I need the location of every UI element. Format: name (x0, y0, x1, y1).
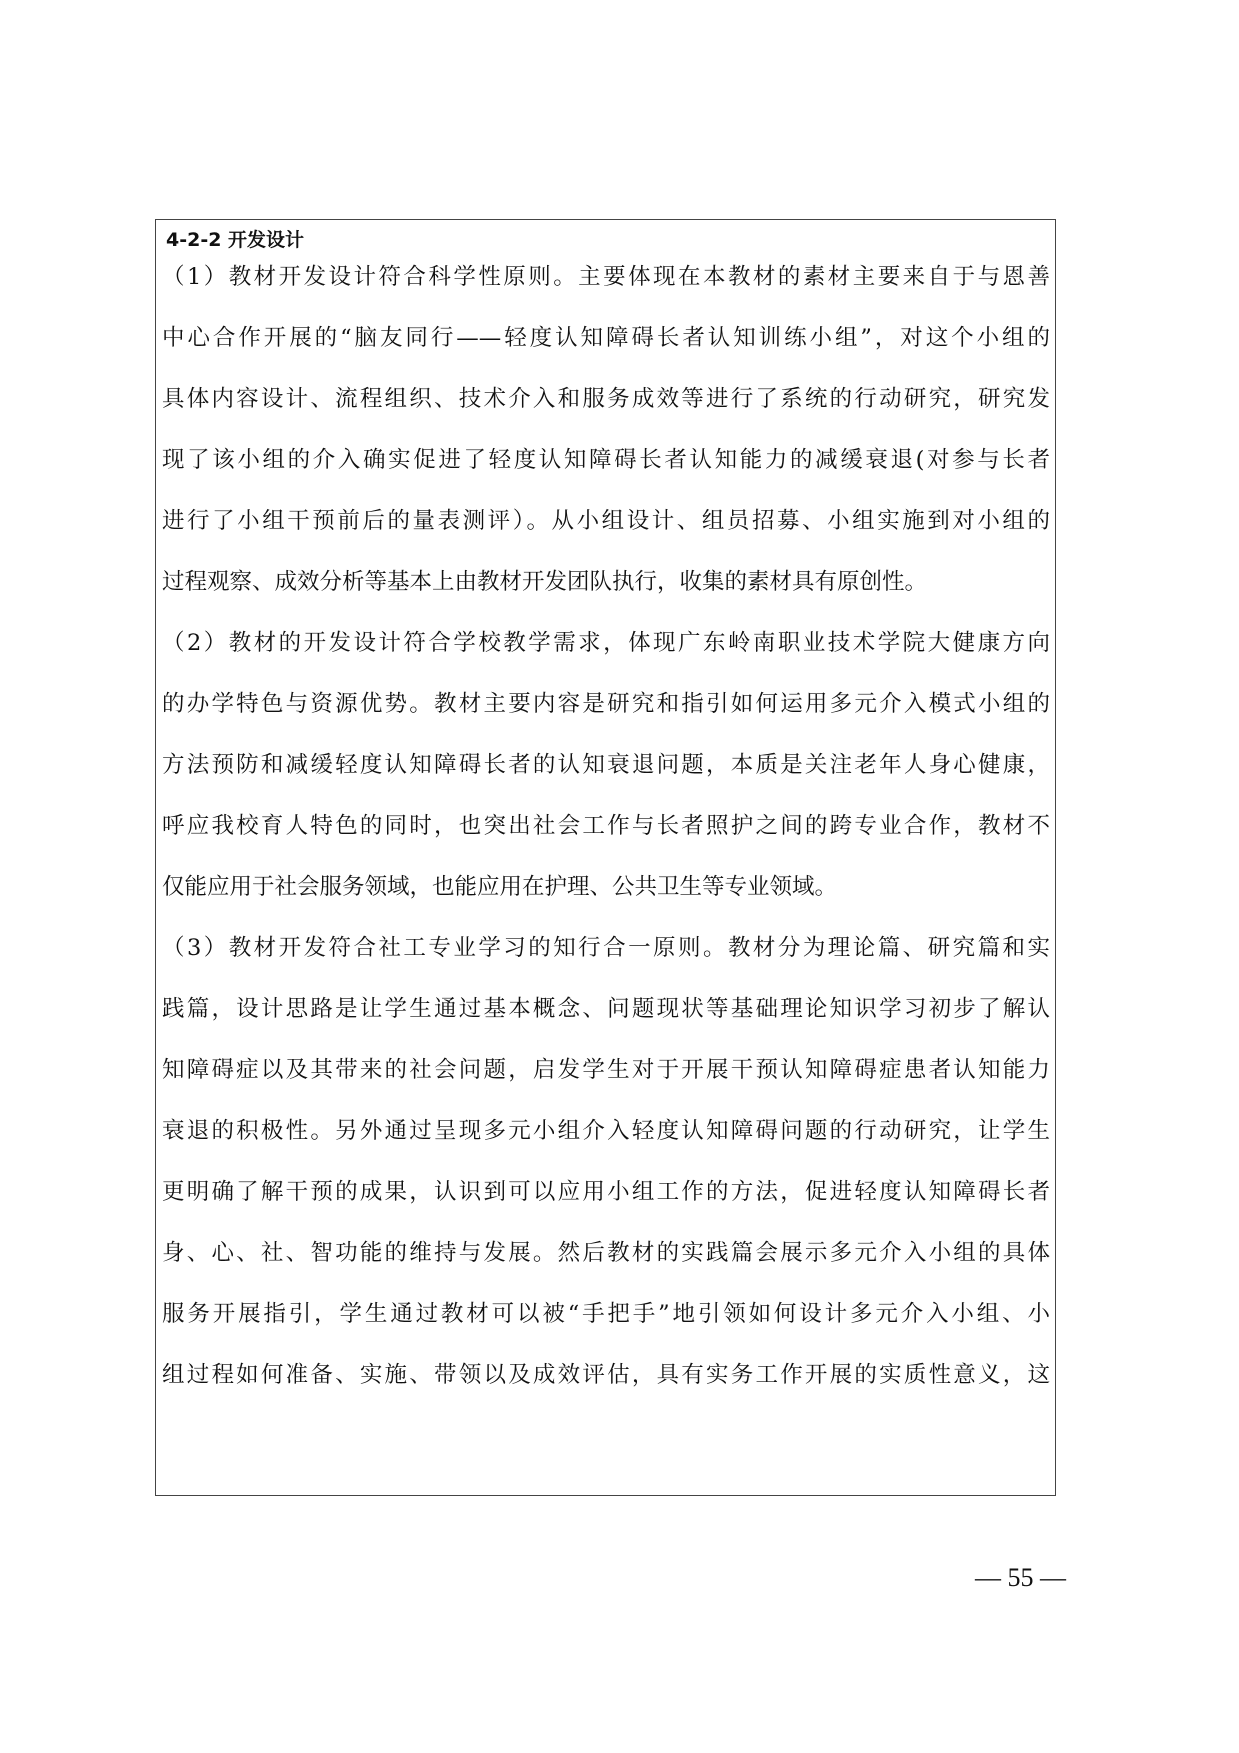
paragraph-3-line-8: 组过程如何准备、实施、带领以及成效评估，具有实务工作开展的实质性意义，这 (162, 1362, 1050, 1388)
paragraph-3-line-7: 服务开展指引，学生通过教材可以被“手把手”地引领如何设计多元介入小组、小 (162, 1301, 1050, 1327)
section-heading: 4-2-2 开发设计 (166, 229, 305, 251)
paragraph-1-line-6: 过程观察、成效分析等基本上由教材开发团队执行，收集的素材具有原创性。 (162, 569, 928, 595)
paragraph-2-line-3: 方法预防和减缓轻度认知障碍长者的认知衰退问题，本质是关注老年人身心健康， (162, 752, 1050, 778)
paragraph-1-line-5: 进行了小组干预前后的量表测评）。从小组设计、组员招募、小组实施到对小组的 (162, 508, 1050, 534)
paragraph-3-line-4: 衰退的积极性。另外通过呈现多元小组介入轻度认知障碍问题的行动研究，让学生 (162, 1118, 1050, 1144)
paragraph-3-line-3: 知障碍症以及其带来的社会问题，启发学生对于开展干预认知障碍症患者认知能力 (162, 1057, 1050, 1083)
paragraph-3-line-2: 践篇，设计思路是让学生通过基本概念、问题现状等基础理论知识学习初步了解认 (162, 996, 1050, 1022)
paragraph-2-line-2: 的办学特色与资源优势。教材主要内容是研究和指引如何运用多元介入模式小组的 (162, 691, 1050, 717)
paragraph-1-line-3: 具体内容设计、流程组织、技术介入和服务成效等进行了系统的行动研究，研究发 (162, 386, 1050, 412)
paragraph-1-line-4: 现了该小组的介入确实促进了轻度认知障碍长者认知能力的减缓衰退(对参与长者 (162, 447, 1050, 473)
paragraph-2-line-4: 呼应我校育人特色的同时，也突出社会工作与长者照护之间的跨专业合作，教材不 (162, 813, 1050, 839)
content-box (155, 219, 1056, 1496)
paragraph-2-line-5: 仅能应用于社会服务领域，也能应用在护理、公共卫生等专业领域。 (162, 874, 838, 900)
paragraph-2-line-1: （2）教材的开发设计符合学校教学需求，体现广东岭南职业技术学院大健康方向 (162, 630, 1050, 656)
paragraph-3-line-6: 身、心、社、智功能的维持与发展。然后教材的实践篇会展示多元介入小组的具体 (162, 1240, 1050, 1266)
paragraph-1-line-2: 中心合作开展的“脑友同行——轻度认知障碍长者认知训练小组”，对这个小组的 (162, 325, 1050, 351)
paragraph-3-line-1: （3）教材开发符合社工专业学习的知行合一原则。教材分为理论篇、研究篇和实 (162, 935, 1050, 961)
page-number: — 55 — (975, 1563, 1066, 1592)
paragraph-3-line-5: 更明确了解干预的成果，认识到可以应用小组工作的方法，促进轻度认知障碍长者 (162, 1179, 1050, 1205)
paragraph-1-line-1: （1）教材开发设计符合科学性原则。主要体现在本教材的素材主要来自于与恩善 (162, 264, 1050, 290)
